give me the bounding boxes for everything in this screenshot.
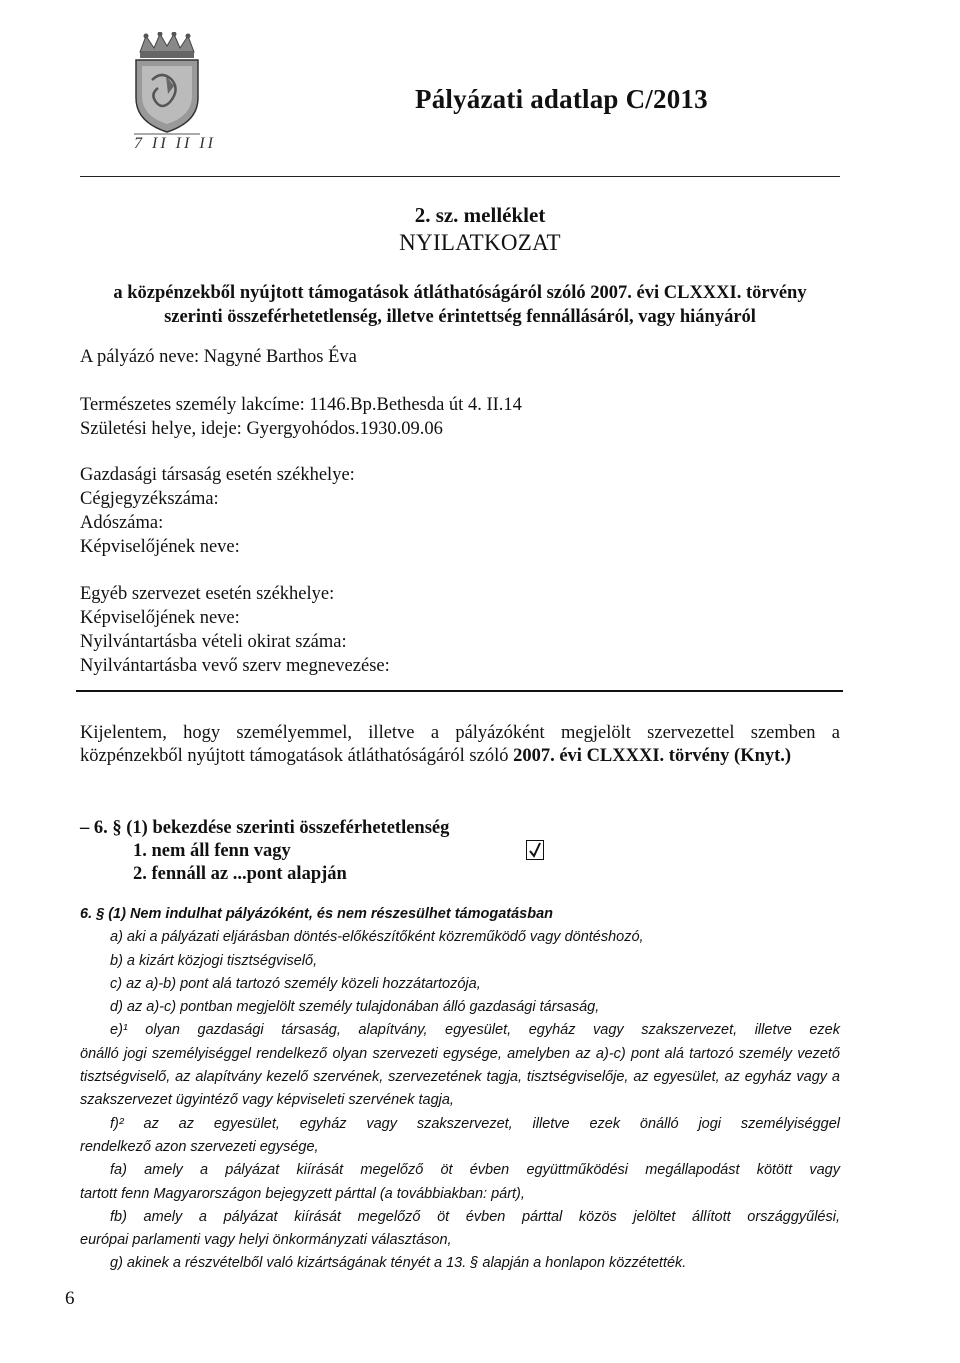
law-point-b: b) a kizárt közjogi tisztségviselő,: [110, 952, 318, 969]
law-point-e-continued: önálló jogi személyiséggel rendelkező olyan szervezeti egysége, amelyben az a)-c) pont alá tartozó személy vezető tisztségviselő, az alapítvány kezelő szervének, szervezetének tagja, tisztségviselője, az egyesület, az egyház vagy a szakszervezet ügyintéző vagy képviseleti szervének tagja,: [80, 1045, 840, 1109]
checkmark-icon: [527, 841, 543, 859]
organization-seat-field: Egyéb szervezet esetén székhelye:: [80, 584, 335, 604]
header-divider: [80, 176, 840, 177]
declaration-paragraph: [80, 722, 840, 768]
logo-caption: 7 II II II: [134, 135, 216, 152]
applicant-name: A pályázó neve: Nagyné Barthos Éva: [80, 347, 357, 367]
applicant-address: Természetes személy lakcíme: 1146.Bp.Bethesda út 4. II.14: [80, 395, 522, 415]
company-seat-field: Gazdasági társaság esetén székhelye:: [80, 465, 355, 485]
subtitle-line-1: a közpénzekből nyújtott támogatások átláthatóságáról szóló 2007. évi CLXXXI. törvény: [113, 283, 807, 303]
form-title: Pályázati adatlap C/2013: [415, 84, 708, 114]
annex-label: 2. sz. melléklet: [414, 203, 546, 227]
coat-of-arms-logo: [126, 32, 216, 154]
organization-representative-field: Képviselőjének neve:: [80, 608, 240, 628]
law-point-a: a) aki a pályázati eljárásban döntés-előkészítőként közreműködő vagy döntéshozó,: [110, 929, 644, 946]
law-point-c: c) az a)-b) pont alá tartozó személy közeli hozzátartozója,: [110, 975, 481, 992]
law-point-fb-continued: európai parlamenti vagy helyi önkormányzati választáson,: [80, 1232, 452, 1249]
option-not-applicable: 1. nem áll fenn vagy: [133, 841, 291, 861]
law-point-f-start: f)² az az egyesület, egyház vagy szakszervezet, illetve ezek önálló jogi személyiséggel: [110, 1115, 840, 1132]
subtitle-line-2: szerinti összeférhetetlenség, illetve érintettség fennállásáról, vagy hiányáról: [164, 307, 756, 327]
company-registration-field: Cégjegyzékszáma:: [80, 489, 219, 509]
page-number: 6: [65, 1288, 75, 1309]
law-point-fb-start: fb) amely a pályázat kiírását megelőző öt évben párttal közös jelöltet állított országgyűlési,: [110, 1208, 840, 1225]
declaration-law-reference: 2007. évi CLXXXI. törvény (Knyt.): [513, 746, 792, 766]
law-intro: 6. § (1) Nem indulhat pályázóként, és nem részesülhet támogatásban: [80, 906, 553, 922]
option-applicable: 2. fennáll az ...pont alapján: [133, 864, 347, 884]
law-point-d: d) az a)-c) pontban megjelölt személy tulajdonában álló gazdasági társaság,: [110, 999, 600, 1016]
section-heading: – 6. § (1) bekezdése szerinti összeférhetetlenség: [80, 818, 450, 838]
option-checkbox[interactable]: [526, 840, 544, 860]
law-excerpt: [80, 903, 840, 1276]
law-point-g: g) akinek a részvételből való kizártságának tényét a 13. § alapján a honlapon közzétették.: [110, 1255, 687, 1272]
applicant-birth: Születési helye, ideje: Gyergyohódos.1930.09.06: [80, 419, 443, 439]
company-representative-field: Képviselőjének neve:: [80, 537, 240, 557]
law-point-f-continued: rendelkező azon szervezeti egysége,: [80, 1138, 319, 1155]
registry-organization-field: Nyilvántartásba vevő szerv megnevezése:: [80, 656, 390, 676]
declaration-heading: NYILATKOZAT: [399, 230, 561, 255]
tax-number-field: Adószáma:: [80, 513, 164, 533]
section-divider: [76, 690, 843, 692]
declaration-text: Kijelentem, hogy személyemmel, illetve a pályázóként megjelölt szervezettel szemben a közpénzekből nyújtott támogatások átláthatóságáról szóló: [80, 723, 840, 766]
law-point-fa-continued: tartott fenn Magyarországon bejegyzett párttal (a továbbiakban: párt),: [80, 1185, 525, 1202]
registry-document-field: Nyilvántartásba vételi okirat száma:: [80, 632, 347, 652]
law-point-e-start: e)¹ olyan gazdasági társaság, alapítvány, egyesület, egyház vagy szakszervezet, illetve ezek: [110, 1022, 840, 1039]
law-point-fa-start: fa) amely a pályázat kiírását megelőző öt évben együttműködési megállapodást kötött vagy: [110, 1162, 840, 1179]
